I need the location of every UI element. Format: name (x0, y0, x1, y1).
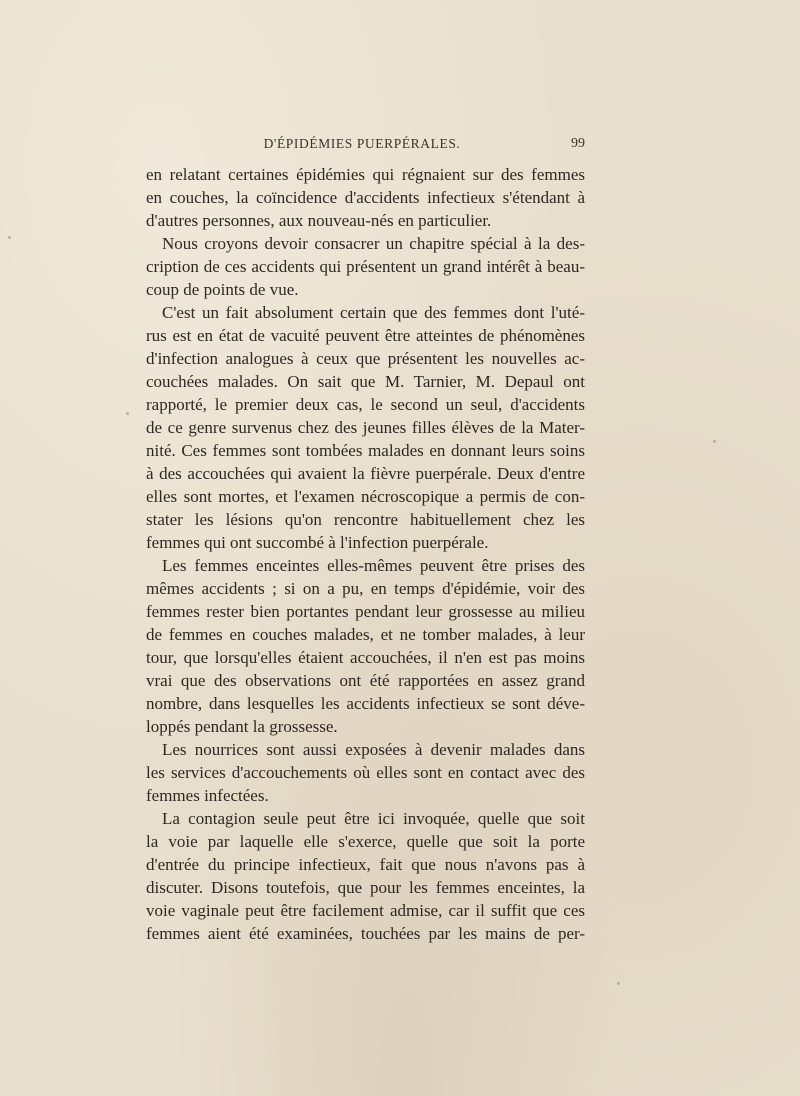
text-line: voie vaginale peut être facilement admise, car il suffit que ces (146, 901, 585, 920)
text-line: C'est un fait absolument certain que des femmes dont l'uté- (162, 303, 585, 322)
running-title: D'ÉPIDÉMIES PUERPÉRALES. (263, 136, 461, 151)
text-line: discuter. Disons toutefois, que pour les femmes enceintes, la (146, 878, 585, 897)
text-line: femmes aient été examinées, touchées par les mains de per- (146, 924, 585, 943)
text-line: Nous croyons devoir consacrer un chapitre spécial à la des- (162, 234, 585, 253)
text-line: d'autres personnes, aux nouveau-nés en particulier. (146, 211, 492, 230)
text-line: femmes infectées. (146, 786, 269, 805)
text-line: coup de points de vue. (146, 280, 299, 299)
text-line: rus est en état de vacuité peuvent être atteintes de phénomènes (146, 326, 585, 345)
text-line: nité. Ces femmes sont tombées malades en donnant leurs soins (146, 441, 585, 460)
text-line: femmes rester bien portantes pendant leur grossesse au milieu (146, 602, 585, 621)
text-line: d'infection analogues à ceux que présentent les nouvelles ac- (146, 349, 585, 368)
paper-speck (8, 236, 11, 239)
paper-speck (617, 982, 620, 985)
text-line: d'entrée du principe infectieux, fait que nous n'avons pas à (146, 855, 585, 874)
text-line: mêmes accidents ; si on a pu, en temps d'épidémie, voir des (146, 579, 585, 598)
text-line: de ce genre survenus chez des jeunes filles élèves de la Mater- (146, 418, 585, 437)
text-line: loppés pendant la grossesse. (146, 717, 338, 736)
paper-speck (713, 440, 716, 443)
text-line: cription de ces accidents qui présentent un grand intérêt à beau- (146, 257, 585, 276)
text-line: de femmes en couches malades, et ne tomber malades, à leur (146, 625, 585, 644)
body-text (146, 163, 585, 945)
text-line: rapporté, le premier deux cas, le second un seul, d'accidents (146, 395, 585, 414)
text-line: la voie par laquelle elle s'exerce, quelle que soit la porte (146, 832, 585, 851)
text-line: La contagion seule peut être ici invoquée, quelle que soit (162, 809, 585, 828)
text-line: vrai que des observations ont été rapportées en assez grand (146, 671, 585, 690)
paper-speck (126, 412, 129, 415)
text-line: Les femmes enceintes elles-mêmes peuvent être prises des (162, 556, 585, 575)
text-line: en couches, la coïncidence d'accidents infectieux s'étendant à (146, 188, 585, 207)
text-line: en relatant certaines épidémies qui régnaient sur des femmes (146, 165, 585, 184)
running-head (139, 136, 585, 160)
text-line: stater les lésions qu'on rencontre habituellement chez les (146, 510, 585, 529)
text-line: couchées malades. On sait que M. Tarnier, M. Depaul ont (146, 372, 585, 391)
text-line: à des accouchées qui avaient la fièvre puerpérale. Deux d'entre (146, 464, 585, 483)
text-line: nombre, dans lesquelles les accidents infectieux se sont déve- (146, 694, 585, 713)
page-number: 99 (571, 136, 585, 151)
text-line: les services d'accouchements où elles sont en contact avec des (146, 763, 585, 782)
text-line: femmes qui ont succombé à l'infection puerpérale. (146, 533, 489, 552)
text-line: Les nourrices sont aussi exposées à devenir malades dans (162, 740, 585, 759)
text-line: elles sont mortes, et l'examen nécroscopique a permis de con- (146, 487, 585, 506)
text-line: tour, que lorsqu'elles étaient accouchées, il n'en est pas moins (146, 648, 585, 667)
